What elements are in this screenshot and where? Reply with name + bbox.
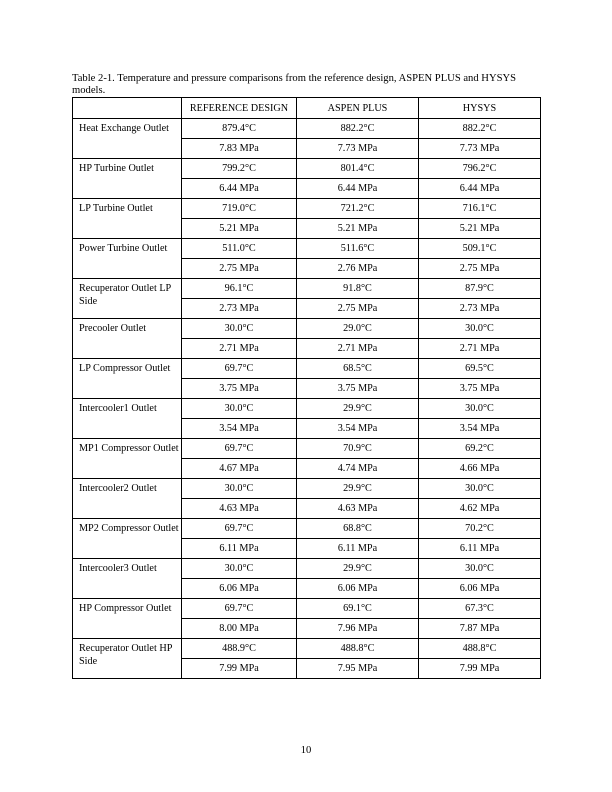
page-number: 10	[300, 745, 312, 756]
row-label: Power Turbine Outlet	[73, 239, 182, 279]
header-row	[73, 98, 541, 119]
pressure-cell-hysys: 6.06 MPa	[419, 579, 541, 599]
temperature-cell-aspen: 511.6°C	[297, 239, 419, 259]
pressure-cell-reference: 8.00 MPa	[182, 619, 297, 639]
pressure-cell-hysys: 7.87 MPa	[419, 619, 541, 639]
row-label: Precooler Outlet	[73, 319, 182, 359]
temperature-cell-reference: 488.9°C	[182, 639, 297, 659]
table-row-temperature	[73, 119, 541, 139]
row-label: MP1 Compressor Outlet	[73, 439, 182, 479]
comparison-table	[72, 97, 541, 679]
temperature-cell-reference: 96.1°C	[182, 279, 297, 299]
pressure-cell-aspen: 5.21 MPa	[297, 219, 419, 239]
temperature-cell-reference: 69.7°C	[182, 439, 297, 459]
temperature-cell-reference: 30.0°C	[182, 319, 297, 339]
temperature-cell-aspen: 68.8°C	[297, 519, 419, 539]
row-label: Recuperator Outlet LP Side	[73, 279, 182, 319]
pressure-cell-aspen: 3.75 MPa	[297, 379, 419, 399]
temperature-cell-hysys: 87.9°C	[419, 279, 541, 299]
row-label: LP Compressor Outlet	[73, 359, 182, 399]
table-row-temperature	[73, 639, 541, 659]
pressure-cell-hysys: 2.73 MPa	[419, 299, 541, 319]
temperature-cell-aspen: 29.0°C	[297, 319, 419, 339]
pressure-cell-hysys: 4.62 MPa	[419, 499, 541, 519]
pressure-cell-hysys: 3.75 MPa	[419, 379, 541, 399]
table-row-temperature	[73, 399, 541, 419]
table-row-temperature	[73, 559, 541, 579]
temperature-cell-hysys: 69.5°C	[419, 359, 541, 379]
temperature-cell-aspen: 882.2°C	[297, 119, 419, 139]
table-row-temperature	[73, 239, 541, 259]
temperature-cell-reference: 30.0°C	[182, 559, 297, 579]
temperature-cell-reference: 879.4°C	[182, 119, 297, 139]
row-label: Heat Exchange Outlet	[73, 119, 182, 159]
header-aspen-plus: ASPEN PLUS	[297, 98, 419, 119]
table-header	[73, 98, 541, 119]
pressure-cell-reference: 2.75 MPa	[182, 259, 297, 279]
temperature-cell-reference: 511.0°C	[182, 239, 297, 259]
row-label: HP Turbine Outlet	[73, 159, 182, 199]
pressure-cell-reference: 4.63 MPa	[182, 499, 297, 519]
temperature-cell-reference: 30.0°C	[182, 399, 297, 419]
temperature-cell-aspen: 68.5°C	[297, 359, 419, 379]
temperature-cell-aspen: 69.1°C	[297, 599, 419, 619]
table-row-temperature	[73, 279, 541, 299]
table-row-temperature	[73, 519, 541, 539]
temperature-cell-aspen: 488.8°C	[297, 639, 419, 659]
pressure-cell-aspen: 2.71 MPa	[297, 339, 419, 359]
table-row-temperature	[73, 479, 541, 499]
header-empty-cell	[73, 98, 182, 119]
temperature-cell-hysys: 30.0°C	[419, 399, 541, 419]
pressure-cell-aspen: 2.76 MPa	[297, 259, 419, 279]
pressure-cell-aspen: 4.63 MPa	[297, 499, 419, 519]
row-label: Intercooler1 Outlet	[73, 399, 182, 439]
pressure-cell-hysys: 6.44 MPa	[419, 179, 541, 199]
header-hysys: HYSYS	[419, 98, 541, 119]
temperature-cell-aspen: 29.9°C	[297, 399, 419, 419]
pressure-cell-hysys: 6.11 MPa	[419, 539, 541, 559]
pressure-cell-hysys: 3.54 MPa	[419, 419, 541, 439]
pressure-cell-aspen: 4.74 MPa	[297, 459, 419, 479]
pressure-cell-aspen: 7.95 MPa	[297, 659, 419, 679]
temperature-cell-hysys: 796.2°C	[419, 159, 541, 179]
pressure-cell-reference: 3.75 MPa	[182, 379, 297, 399]
temperature-cell-hysys: 67.3°C	[419, 599, 541, 619]
pressure-cell-aspen: 7.96 MPa	[297, 619, 419, 639]
temperature-cell-hysys: 30.0°C	[419, 479, 541, 499]
temperature-cell-aspen: 29.9°C	[297, 559, 419, 579]
temperature-cell-reference: 799.2°C	[182, 159, 297, 179]
pressure-cell-aspen: 3.54 MPa	[297, 419, 419, 439]
temperature-cell-reference: 30.0°C	[182, 479, 297, 499]
table-row-temperature	[73, 159, 541, 179]
temperature-cell-aspen: 70.9°C	[297, 439, 419, 459]
table-row-temperature	[73, 199, 541, 219]
temperature-cell-aspen: 91.8°C	[297, 279, 419, 299]
pressure-cell-hysys: 5.21 MPa	[419, 219, 541, 239]
pressure-cell-hysys: 2.71 MPa	[419, 339, 541, 359]
pressure-cell-hysys: 7.99 MPa	[419, 659, 541, 679]
pressure-cell-reference: 4.67 MPa	[182, 459, 297, 479]
pressure-cell-aspen: 6.44 MPa	[297, 179, 419, 199]
temperature-cell-hysys: 716.1°C	[419, 199, 541, 219]
table-row-temperature	[73, 319, 541, 339]
temperature-cell-hysys: 882.2°C	[419, 119, 541, 139]
pressure-cell-hysys: 2.75 MPa	[419, 259, 541, 279]
temperature-cell-aspen: 801.4°C	[297, 159, 419, 179]
row-label: Intercooler3 Outlet	[73, 559, 182, 599]
row-label: MP2 Compressor Outlet	[73, 519, 182, 559]
pressure-cell-aspen: 7.73 MPa	[297, 139, 419, 159]
table-body	[73, 119, 541, 679]
temperature-cell-reference: 69.7°C	[182, 359, 297, 379]
table-caption: Table 2-1. Temperature and pressure comparisons from the reference design, ASPEN PLUS and HYSYS models.	[72, 73, 517, 96]
temperature-cell-hysys: 30.0°C	[419, 319, 541, 339]
pressure-cell-reference: 2.71 MPa	[182, 339, 297, 359]
pressure-cell-reference: 3.54 MPa	[182, 419, 297, 439]
header-reference-design: REFERENCE DESIGN	[182, 98, 297, 119]
temperature-cell-reference: 69.7°C	[182, 519, 297, 539]
pressure-cell-hysys: 4.66 MPa	[419, 459, 541, 479]
temperature-cell-hysys: 488.8°C	[419, 639, 541, 659]
table-row-temperature	[73, 359, 541, 379]
pressure-cell-reference: 6.11 MPa	[182, 539, 297, 559]
row-label: Intercooler2 Outlet	[73, 479, 182, 519]
temperature-cell-aspen: 721.2°C	[297, 199, 419, 219]
row-label: Recuperator Outlet HP Side	[73, 639, 182, 679]
temperature-cell-aspen: 29.9°C	[297, 479, 419, 499]
temperature-cell-hysys: 69.2°C	[419, 439, 541, 459]
row-label: HP Compressor Outlet	[73, 599, 182, 639]
table-row-temperature	[73, 599, 541, 619]
pressure-cell-aspen: 6.06 MPa	[297, 579, 419, 599]
pressure-cell-reference: 6.06 MPa	[182, 579, 297, 599]
table-row-temperature	[73, 439, 541, 459]
pressure-cell-reference: 7.99 MPa	[182, 659, 297, 679]
pressure-cell-aspen: 2.75 MPa	[297, 299, 419, 319]
pressure-cell-reference: 7.83 MPa	[182, 139, 297, 159]
pressure-cell-reference: 6.44 MPa	[182, 179, 297, 199]
temperature-cell-reference: 719.0°C	[182, 199, 297, 219]
temperature-cell-hysys: 30.0°C	[419, 559, 541, 579]
pressure-cell-reference: 2.73 MPa	[182, 299, 297, 319]
pressure-cell-reference: 5.21 MPa	[182, 219, 297, 239]
pressure-cell-aspen: 6.11 MPa	[297, 539, 419, 559]
pressure-cell-hysys: 7.73 MPa	[419, 139, 541, 159]
row-label: LP Turbine Outlet	[73, 199, 182, 239]
temperature-cell-hysys: 509.1°C	[419, 239, 541, 259]
temperature-cell-hysys: 70.2°C	[419, 519, 541, 539]
temperature-cell-reference: 69.7°C	[182, 599, 297, 619]
